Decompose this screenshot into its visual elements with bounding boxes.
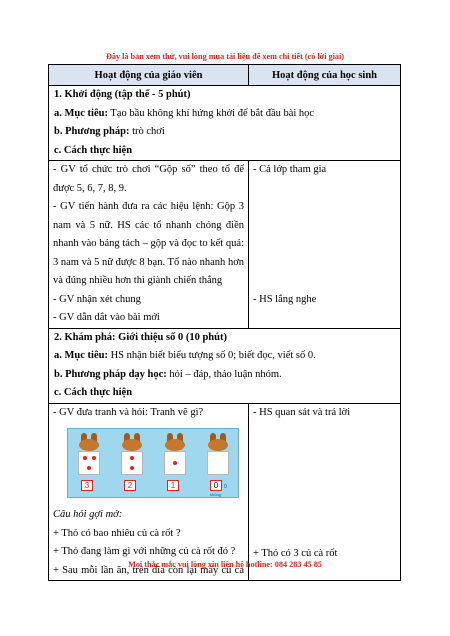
number-box: 1 — [167, 480, 179, 491]
teacher-line: - GV nhận xét chung — [53, 293, 141, 305]
teacher-line: nhanh vào bảng tách – gộp và đọc to kết quả: — [53, 238, 244, 249]
student-line: - Cả lớp tham gia — [253, 164, 327, 175]
method-text: hỏi – đáp, thảo luận nhóm. — [166, 368, 282, 380]
rabbit-icon — [206, 433, 230, 451]
section2-title: 2. Khám phá: Giới thiệu số 0 (10 phút) — [54, 331, 227, 343]
picture-cell — [199, 433, 237, 495]
rabbit-icon — [163, 433, 187, 451]
picture-cell — [156, 433, 194, 495]
goal-text: HS nhận biết biểu tượng số 0; biết đọc, viết số 0. — [107, 350, 316, 361]
student-line: - HS quan sát và trả lời — [253, 406, 351, 418]
goal-text: Tạo bầu không khí hứng khởi để bắt đầu bài học — [107, 107, 315, 119]
student-answer: + Thỏ có 3 củ cà rốt — [253, 548, 338, 559]
picture-cell — [113, 433, 151, 495]
picture-cell — [70, 433, 108, 495]
section1-info — [49, 86, 400, 161]
lesson-table — [48, 64, 401, 581]
section2-info — [49, 329, 400, 404]
carrot-picture — [53, 422, 244, 506]
carrot-icon — [92, 456, 96, 460]
section1-student-cell — [249, 161, 400, 328]
hotline-banner: Mọi thắc mắc vui lòng xin liên hệ hotline: 084 283 45 85 — [128, 560, 322, 569]
method-text: trò chơi — [129, 126, 165, 137]
goal-label: a. Mục tiêu: — [54, 107, 108, 119]
number-box: 3 — [81, 480, 93, 491]
header-student: Hoạt động của học sinh — [271, 69, 378, 81]
section1-title: 1. Khởi động (tập thể - 5 phút) — [54, 89, 191, 100]
teacher-line: - GV dẫn dắt vào bài mới — [53, 312, 160, 323]
carrot-icon — [130, 466, 134, 470]
section2-steps: c. Cách thực hiện — [54, 387, 133, 398]
section2-teacher-cell — [49, 404, 249, 581]
rabbit-icon — [120, 433, 144, 451]
section2-goal — [54, 347, 395, 366]
student-line: - HS lắng nghe — [253, 293, 317, 305]
teacher-line: được 5, 6, 7, 8, 9. — [53, 182, 127, 194]
section2-method — [54, 366, 395, 385]
picture-panel — [67, 428, 239, 498]
section1-teacher-cell — [49, 161, 249, 328]
method-label: b. Phương pháp dạy học: — [54, 368, 167, 380]
zero-note: không — [210, 492, 221, 497]
teacher-line: - GV tổ chức trò chơi “Gộp số” theo tổ để — [53, 164, 244, 175]
teacher-question: + Thỏ có bao nhiêu củ cà rốt ? — [53, 527, 181, 539]
goal-label: a. Mục tiêu: — [54, 350, 108, 361]
teacher-line: nam và 5 nữ. HS các tổ nhanh chóng điền — [53, 219, 244, 231]
section1-goal — [54, 105, 395, 124]
teacher-line: và đúng nhiều hơn thì giành chiến thắng — [53, 275, 223, 286]
section1-steps: c. Cách thực hiện — [54, 144, 133, 156]
carrot-icon — [130, 456, 134, 460]
teacher-line: 3 nam và 5 nữ được 8 bạn. Tổ nào nhanh hơn — [53, 256, 244, 268]
rabbit-icon — [77, 433, 101, 451]
hint-label: Câu hỏi gợi mở: — [53, 509, 123, 520]
carrot-icon — [87, 466, 91, 470]
carrot-icon — [83, 456, 87, 460]
preview-banner: Đây là bản xem thử, vui lòng mua tài liệu để xem chi tiết (có lời giải) — [105, 52, 344, 61]
section1-activity-row — [49, 161, 400, 329]
teacher-question: - GV đưa tranh và hỏi: Tranh vẽ gì? — [53, 406, 204, 418]
number-box: 2 — [124, 480, 136, 491]
header-teacher: Hoạt động của giáo viên — [49, 65, 249, 85]
teacher-line: - GV tiến hành đưa ra các hiệu lệnh: Gộp 3 — [53, 201, 244, 212]
teacher-question: + Thỏ đang làm gì với những củ cà rốt đó ? — [53, 546, 236, 557]
method-label: b. Phương pháp: — [54, 126, 130, 137]
section2-student-cell — [249, 404, 400, 581]
plate-icon — [207, 451, 229, 475]
plate-icon — [78, 451, 100, 475]
plate-icon — [121, 451, 143, 475]
teacher-question: + Sau mỗi lần ăn, trên đĩa còn lại mấy củ cà — [53, 564, 244, 576]
table-header — [49, 65, 400, 86]
number-box: 0 — [210, 480, 222, 491]
plate-icon — [164, 451, 186, 475]
section1-method — [54, 123, 395, 142]
carrot-icon — [173, 461, 177, 465]
section2-activity-row — [49, 404, 400, 581]
zero-tag: 0 — [224, 484, 227, 490]
